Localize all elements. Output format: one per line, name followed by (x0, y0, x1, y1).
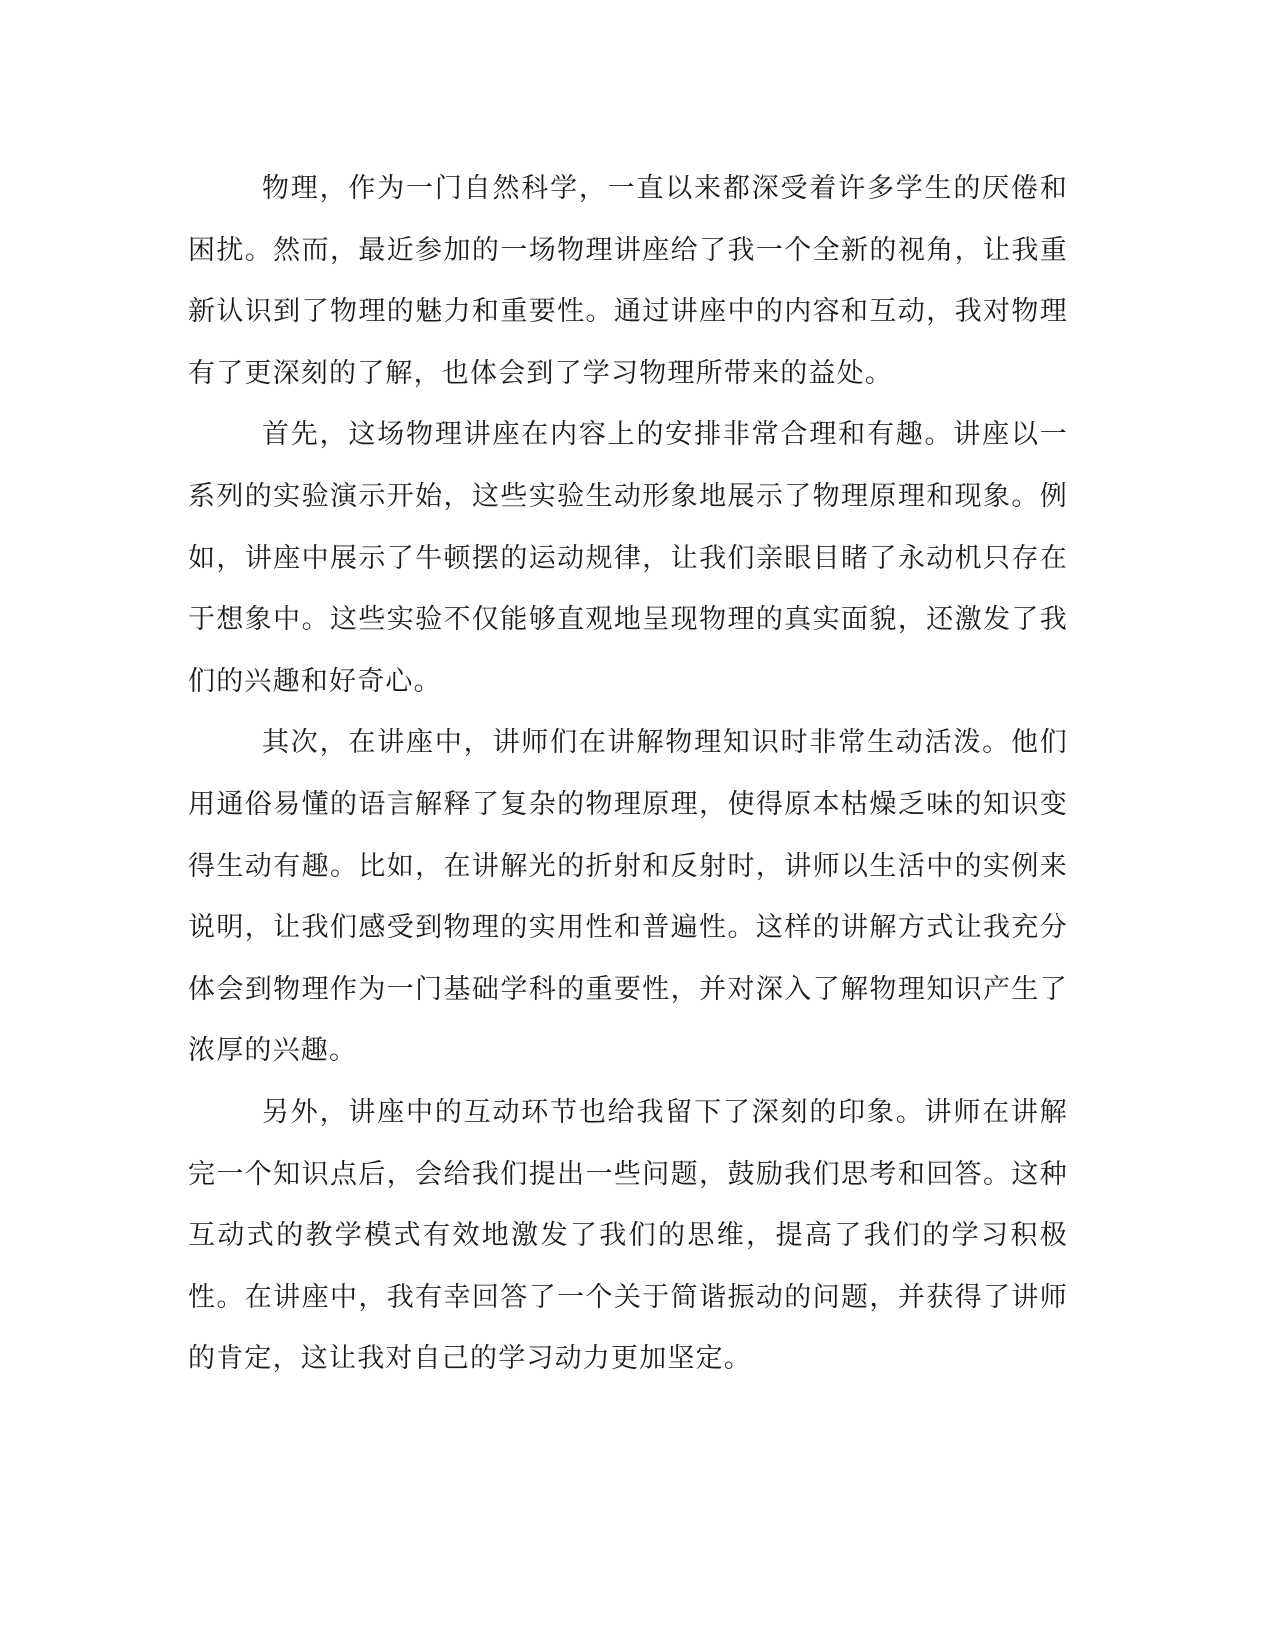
paragraph-third-point: 另外，讲座中的互动环节也给我留下了深刻的印象。讲师在讲解完一个知识点后，会给我们提出一些问题，鼓励我们思考和回答。这种互动式的教学模式有效地激发了我们的思维，提高了我们的学习积极性。在讲座中，我有幸回答了一个关于简谐振动的问题，并获得了讲师的肯定，这让我对自己的学习动力更加坚定。 (188, 1096, 1068, 1375)
paragraph-intro: 物理，作为一门自然科学，一直以来都深受着许多学生的厌倦和困扰。然而，最近参加的一场物理讲座给了我一个全新的视角，让我重新认识到了物理的魅力和重要性。通过讲座中的内容和互动，我对物理有了更深刻的了解，也体会到了学习物理所带来的益处。 (188, 173, 1068, 389)
paragraph-second-point: 其次，在讲座中，讲师们在讲解物理知识时非常生动活泼。他们用通俗易懂的语言解释了复杂的物理原理，使得原本枯燥乏味的知识变得生动有趣。比如，在讲解光的折射和反射时，讲师以生活中的实例来说明，让我们感受到物理的实用性和普遍性。这样的讲解方式让我充分体会到物理作为一门基础学科的重要性，并对深入了解物理知识产生了浓厚的兴趣。 (188, 727, 1068, 1067)
document-body (188, 158, 1068, 1390)
paragraph-first-point: 首先，这场物理讲座在内容上的安排非常合理和有趣。讲座以一系列的实验演示开始，这些实验生动形象地展示了物理原理和现象。例如，讲座中展示了牛顿摆的运动规律，让我们亲眼目睹了永动机只存在于想象中。这些实验不仅能够直观地呈现物理的真实面貌，还激发了我们的兴趣和好奇心。 (188, 419, 1068, 697)
